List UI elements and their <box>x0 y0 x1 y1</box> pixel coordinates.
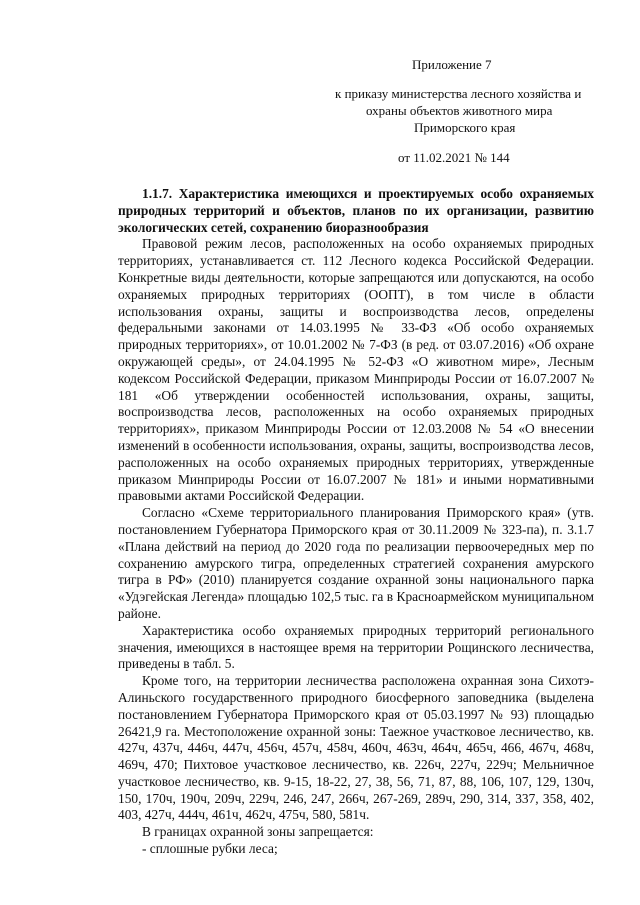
ministry-protection-line: охраны объектов животного мира <box>366 103 553 118</box>
paragraph-protection-zone: Кроме того, на территории лесничества расположена охранная зона Сихотэ-Алиньского государственного природного биосферного заповедника (выделена постановлением Губернатора Приморского края от 05.03.1997 № 93) площадью 26421,9 га. Местоположение охранной зоны: Таежное участковое лесничество, кв. 427ч, 437ч, 446ч, 447ч, 456ч, 457ч, 458ч, 460ч, 463ч, 464ч, 465ч, 466, 467ч, 468ч, 469ч, 470; Пихтовое участковое лесничество, кв. 226ч, 227ч, 229ч; Мельничное участковое лесничество, кв. 9-15, 18-22, 27, 38, 56, 71, 87, 88, 106, 107, 129, 130ч, 150, 170ч, 190ч, 209ч, 229ч, 246, 247, 266ч, 267-269, 289ч, 290, 314, 337, 358, 402, 403, 427ч, 444ч, 461ч, 462ч, 475ч, 580, 581ч. <box>118 673 594 823</box>
order-reference: к приказу министерства лесного хозяйства и <box>335 86 582 101</box>
section-heading: 1.1.7. Характеристика имеющихся и проектируемых особо охраняемых природных территорий и объектов, планов по их организации, развитию экологических сетей, сохранению биоразнообразия <box>118 186 594 235</box>
list-item: - сплошные рубки леса; <box>142 841 278 857</box>
region-line: Приморского края <box>414 120 516 135</box>
paragraph-territorial-plan: Согласно «Схеме территориального планирования Приморского края» (утв. постановлением Губернатора Приморского края от 30.11.2009 № 323-па), п. 3.1.7 «Плана действий на период до 2020 года по реализации первоочередных мер по сохранению амурского тигра, определенных стратегией сохранения амурского тигра в РФ» (2010) планируется создание охранной зоны национального парка «Удэгейская Легенда» площадью 102,5 тыс. га в Красноармейском муниципальном районе. <box>118 505 594 621</box>
appendix-label: Приложение 7 <box>412 57 492 72</box>
paragraph-regional-oopt: Характеристика особо охраняемых природных территорий регионального значения, имеющихся в настоящее время на территории Рощинского лесничества, приведены в табл. 5. <box>118 622 594 672</box>
paragraph-prohibited-intro: В границах охранной зоны запрещается: <box>142 824 374 840</box>
section-body <box>118 186 594 858</box>
order-date-number: от 11.02.2021 № 144 <box>398 150 510 165</box>
paragraph-legal-regime: Правовой режим лесов, расположенных на особо охраняемых природных территориях, устанавливается ст. 112 Лесного кодекса Российской Федерации. Конкретные виды деятельности, которые запрещаются или допускаются, на особо охраняемых природных территориях (ООПТ), в том числе в области использования охраны, защиты и воспроизводства лесов, определены федеральными законами от 14.03.1995 № 33-ФЗ «Об особо охраняемых природных территориях», от 10.01.2002 № 7-ФЗ (в ред. от 03.07.2016) «Об охране окружающей среды», от 24.04.1995 № 52-ФЗ «О животном мире», Лесным кодексом Российской Федерации, приказом Минприроды России от 16.07.2007 № 181 «Об утверждении особенностей использования, охраны, защиты, воспроизводства лесов, расположенных на особо охраняемых природных территориях», приказом Минприроды России от 12.03.2008 № 54 «О внесении изменений в особенности использования, охраны, защиты, воспроизводства лесов, расположенных на особо охраняемых природных территориях, утвержденные приказом Минприроды России от 16.07.2007 № 181» и иными нормативными правовыми актами Российской Федерации. <box>118 236 594 504</box>
